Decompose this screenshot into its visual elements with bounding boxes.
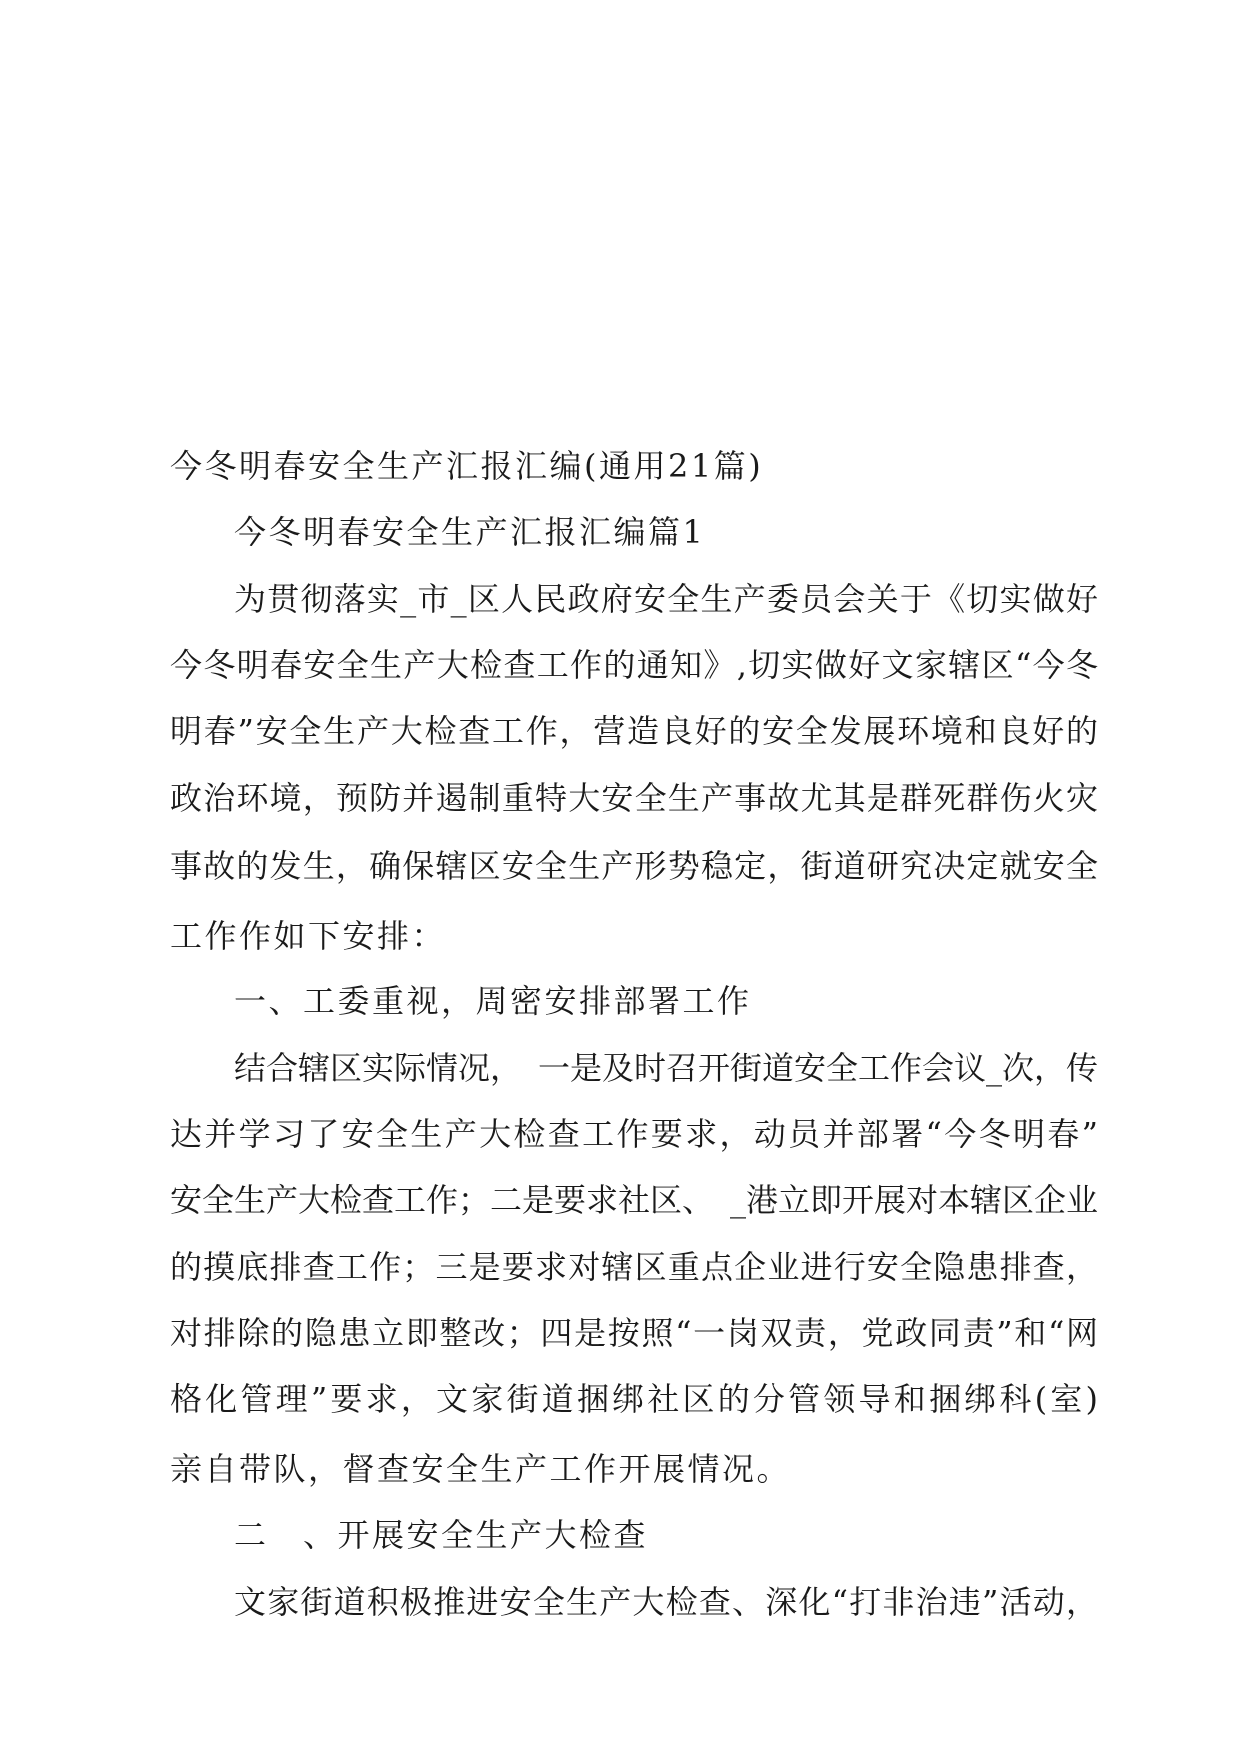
paragraph-line: 今冬明春安全生产大检查工作的通知》,切实做好文家辖区“今冬: [170, 646, 1098, 684]
paragraph-line: 工作作如下安排：: [170, 917, 447, 955]
paragraph-line: 格化管理”要求，文家街道捆绑社区的分管领导和捆绑科(室): [170, 1380, 1098, 1418]
paragraph-line: 的摸底排查工作；三是要求对辖区重点企业进行安全隐患排查，: [170, 1248, 1098, 1286]
document-title: 今冬明春安全生产汇报汇编(通用21篇): [170, 447, 764, 485]
heading-one: 一、工委重视，周密安排部署工作: [234, 982, 752, 1020]
paragraph-line: 政治环境，预防并遏制重特大安全生产事故尤其是群死群伤火灾: [170, 779, 1098, 817]
paragraph-line: 文家街道积极推进安全生产大检查、深化“打非治违”活动，: [234, 1583, 1098, 1621]
paragraph-line: 为贯彻落实_市_区人民政府安全生产委员会关于《切实做好: [234, 580, 1098, 618]
paragraph-line: 安全生产大检查工作；二是要求社区、 _港立即开展对本辖区企业: [170, 1181, 1099, 1219]
paragraph-line: 事故的发生，确保辖区安全生产形势稳定，街道研究决定就安全: [170, 847, 1098, 885]
paragraph-line: 明春”安全生产大检查工作，营造良好的安全发展环境和良好的: [170, 712, 1098, 750]
paragraph-line: 亲自带队，督查安全生产工作开展情况。: [170, 1450, 792, 1488]
paragraph-line: 对排除的隐患立即整改；四是按照“一岗双责，党政同责”和“网: [170, 1314, 1098, 1352]
heading-two: 二 、开展安全生产大检查: [234, 1516, 649, 1554]
paragraph-line: 结合辖区实际情况， 一是及时召开街道安全工作会议_次，传: [234, 1049, 1099, 1087]
section-heading: 今冬明春安全生产汇报汇编篇1: [234, 513, 706, 551]
paragraph-line: 达并学习了安全生产大检查工作要求，动员并部署“今冬明春”: [170, 1115, 1098, 1153]
